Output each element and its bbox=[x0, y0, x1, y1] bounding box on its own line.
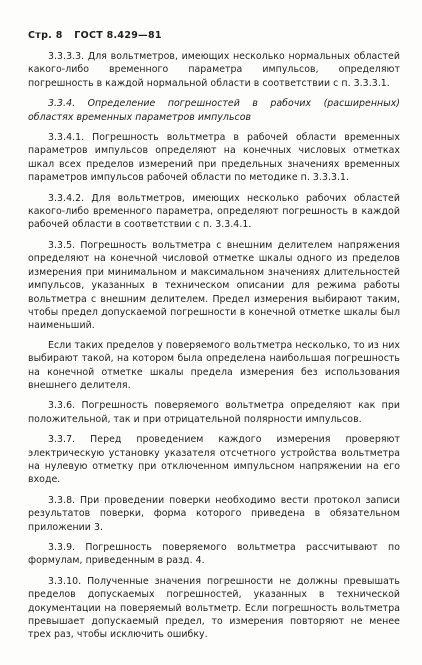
paragraph-3-3-10: 3.3.10. Полученные значения погрешности не должны превышать пределов допускаемых погрешностей, указанных в технической документации на поверяемый вольтметр. Если погрешность вольтметра превышает допускаемый предел, то измерения повторяют не менее трех раз, чтобы исключить ошибку. bbox=[28, 575, 400, 641]
paragraph-3-3-8: 3.3.8. При проведении поверки необходимо вести протокол записи результатов поверки, форма которого приведена в обязательном приложении 3. bbox=[28, 494, 400, 533]
paragraph-3-3-5-continued: Если таких пределов у поверяемого вольтметра несколько, то из них выбирают такой, на котором была определена наибольшая погрешность на конечной отметке шкалы предела измерения без использования внешнего делителя. bbox=[28, 339, 400, 391]
section-heading-3-3-4: 3.3.4. Определение погрешностей в рабочих (расширенных) областях временных параметров импульсов bbox=[28, 98, 400, 123]
paragraph-3-3-9: 3.3.9. Погрешность поверяемого вольтметра рассчитывают по формулам, приведенным в разд. 4. bbox=[28, 542, 400, 567]
paragraph-3-3-3-3: 3.3.3.3. Для вольтметров, имеющих несколько нормальных областей какого-либо временного параметра импульсов, определяют погрешность в каждой нормальной области в соответствии с п. 3.3.3.1. bbox=[28, 51, 400, 89]
standard-code: ГОСТ 8.429—81 bbox=[74, 30, 162, 41]
paragraph-3-3-4-2: 3.3.4.2. Для вольтметров, имеющих несколько рабочих областей какого-либо временного параметра, определяют погрешность в каждой рабочей области в соответствии с п. 3.3.4.1. bbox=[28, 192, 400, 231]
paragraph-3-3-7: 3.3.7. Перед проведением каждого измерения проверяют электрическую установку указателя отсчетного устройства вольтметра на нулевую отметку при отключенном импульсном напряжении на его входе. bbox=[28, 434, 400, 486]
page-header bbox=[28, 30, 400, 50]
paragraph-3-3-4-1: 3.3.4.1. Погрешность вольтметра в рабочей области временных параметров импульсов определяют на конечных числовых отметках шкал всех пределов измерений при предельных значениях временных параметров импульсов рабочей области по методике п. 3.3.3.1. bbox=[28, 132, 400, 184]
paragraph-3-3-5: 3.3.5. Погрешность вольтметра с внешним делителем напряжения определяют на конечной числовой отметке шкалы одного из пределов измерения при минимальном и максимальном значениях длительностей импульсов, указанных в техническом описании для режима работы вольтметра с внешним делителем. Предел измерения выбирают таким, чтобы предел допускаемой погрешности в конечной отметке шкалы был наименьший. bbox=[28, 239, 400, 332]
page-number: Стр. 8 bbox=[28, 30, 63, 41]
paragraph-3-3-6: 3.3.6. Погрешность поверяемого вольтметра определяют как при положительной, так и при отрицательной полярности импульсов. bbox=[28, 400, 400, 425]
